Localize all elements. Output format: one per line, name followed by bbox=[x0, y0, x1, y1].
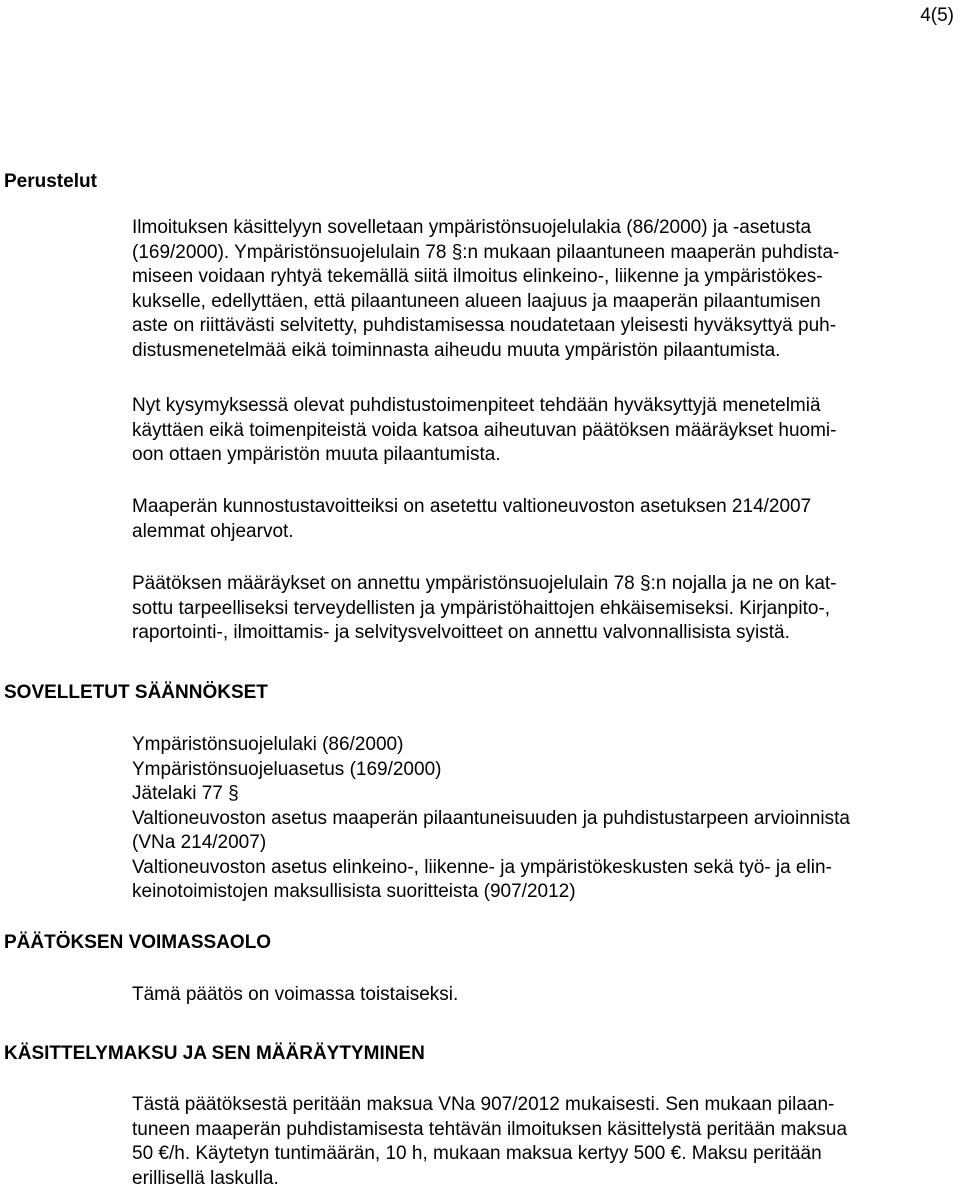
list-item: Valtioneuvoston asetus maaperän pilaantuneisuuden ja puhdistustarpeen arvioinnista bbox=[132, 807, 954, 832]
text-line: (169/2000). Ympäristönsuojelulain 78 §:n mukaan pilaantuneen maaperän puhdista- bbox=[132, 241, 954, 266]
section-heading-voimassaolo: PÄÄTÖKSEN VOIMASSAOLO bbox=[4, 931, 271, 955]
paragraph-perustelut-4 bbox=[132, 572, 954, 646]
text-line: Nyt kysymyksessä olevat puhdistustoimenpiteet tehdään hyväksyttyjä menetelmiä bbox=[132, 394, 954, 419]
list-item: (VNa 214/2007) bbox=[132, 831, 954, 856]
list-item: Jätelaki 77 § bbox=[132, 782, 954, 807]
list-item: keinotoimistojen maksullisista suoritteista (907/2012) bbox=[132, 880, 954, 905]
text-line: sottu tarpeelliseksi terveydellisten ja ympäristöhaittojen ehkäisemiseksi. Kirjanpito-, bbox=[132, 597, 954, 622]
text-line: raportointi-, ilmoittamis- ja selvitysvelvoitteet on annettu valvonnallisista syistä. bbox=[132, 621, 954, 646]
list-item: Ympäristönsuojelulaki (86/2000) bbox=[132, 733, 954, 758]
statute-list bbox=[132, 733, 954, 905]
section-heading-sovelletut: SOVELLETUT SÄÄNNÖKSET bbox=[4, 681, 268, 705]
page-number: 4(5) bbox=[920, 4, 954, 28]
text-line: oon ottaen ympäristön muuta pilaantumista. bbox=[132, 443, 954, 468]
text-line: aste on riittävästi selvitetty, puhdistamisessa noudatetaan yleisesti hyväksyttyä puh- bbox=[132, 314, 954, 339]
paragraph-perustelut-3 bbox=[132, 495, 954, 544]
text-line: Maaperän kunnostustavoitteiksi on asetettu valtioneuvoston asetuksen 214/2007 bbox=[132, 495, 954, 520]
list-item: Valtioneuvoston asetus elinkeino-, liikenne- ja ympäristökeskusten sekä työ- ja elin- bbox=[132, 856, 954, 881]
text-line: miseen voidaan ryhtyä tekemällä siitä ilmoitus elinkeino-, liikenne ja ympäristökes- bbox=[132, 265, 954, 290]
text-line: käyttäen eikä toimenpiteistä voida katsoa aiheutuvan päätöksen määräykset huomi- bbox=[132, 419, 954, 444]
text-line: erillisellä laskulla. bbox=[132, 1167, 954, 1191]
text-line: Päätöksen määräykset on annettu ympäristönsuojelulain 78 §:n nojalla ja ne on kat- bbox=[132, 572, 954, 597]
text-line: kukselle, edellyttäen, että pilaantuneen alueen laajuus ja maaperän pilaantumisen bbox=[132, 290, 954, 315]
list-item: Ympäristönsuojeluasetus (169/2000) bbox=[132, 758, 954, 783]
text-line: alemmat ohjearvot. bbox=[132, 520, 954, 545]
text-line: Tästä päätöksestä peritään maksua VNa 907/2012 mukaisesti. Sen mukaan pilaan- bbox=[132, 1093, 954, 1118]
paragraph-voimassaolo bbox=[132, 983, 954, 1008]
text-line: Ilmoituksen käsittelyyn sovelletaan ympäristönsuojelulakia (86/2000) ja -asetusta bbox=[132, 216, 954, 241]
text-line: 50 €/h. Käytetyn tuntimäärän, 10 h, mukaan maksua kertyy 500 €. Maksu peritään bbox=[132, 1142, 954, 1167]
paragraph-perustelut-2 bbox=[132, 394, 954, 468]
text-line: distusmenetelmää eikä toiminnasta aiheudu muuta ympäristön pilaantumista. bbox=[132, 339, 954, 364]
text-line: tuneen maaperän puhdistamisesta tehtävän ilmoituksen käsittelystä peritään maksua bbox=[132, 1118, 954, 1143]
section-heading-kasittelymaksu: KÄSITTELYMAKSU JA SEN MÄÄRÄYTYMINEN bbox=[4, 1042, 425, 1066]
section-heading-perustelut: Perustelut bbox=[4, 170, 97, 194]
paragraph-kasittelymaksu bbox=[132, 1093, 954, 1191]
text-line: Tämä päätös on voimassa toistaiseksi. bbox=[132, 983, 954, 1008]
paragraph-perustelut-1 bbox=[132, 216, 954, 363]
